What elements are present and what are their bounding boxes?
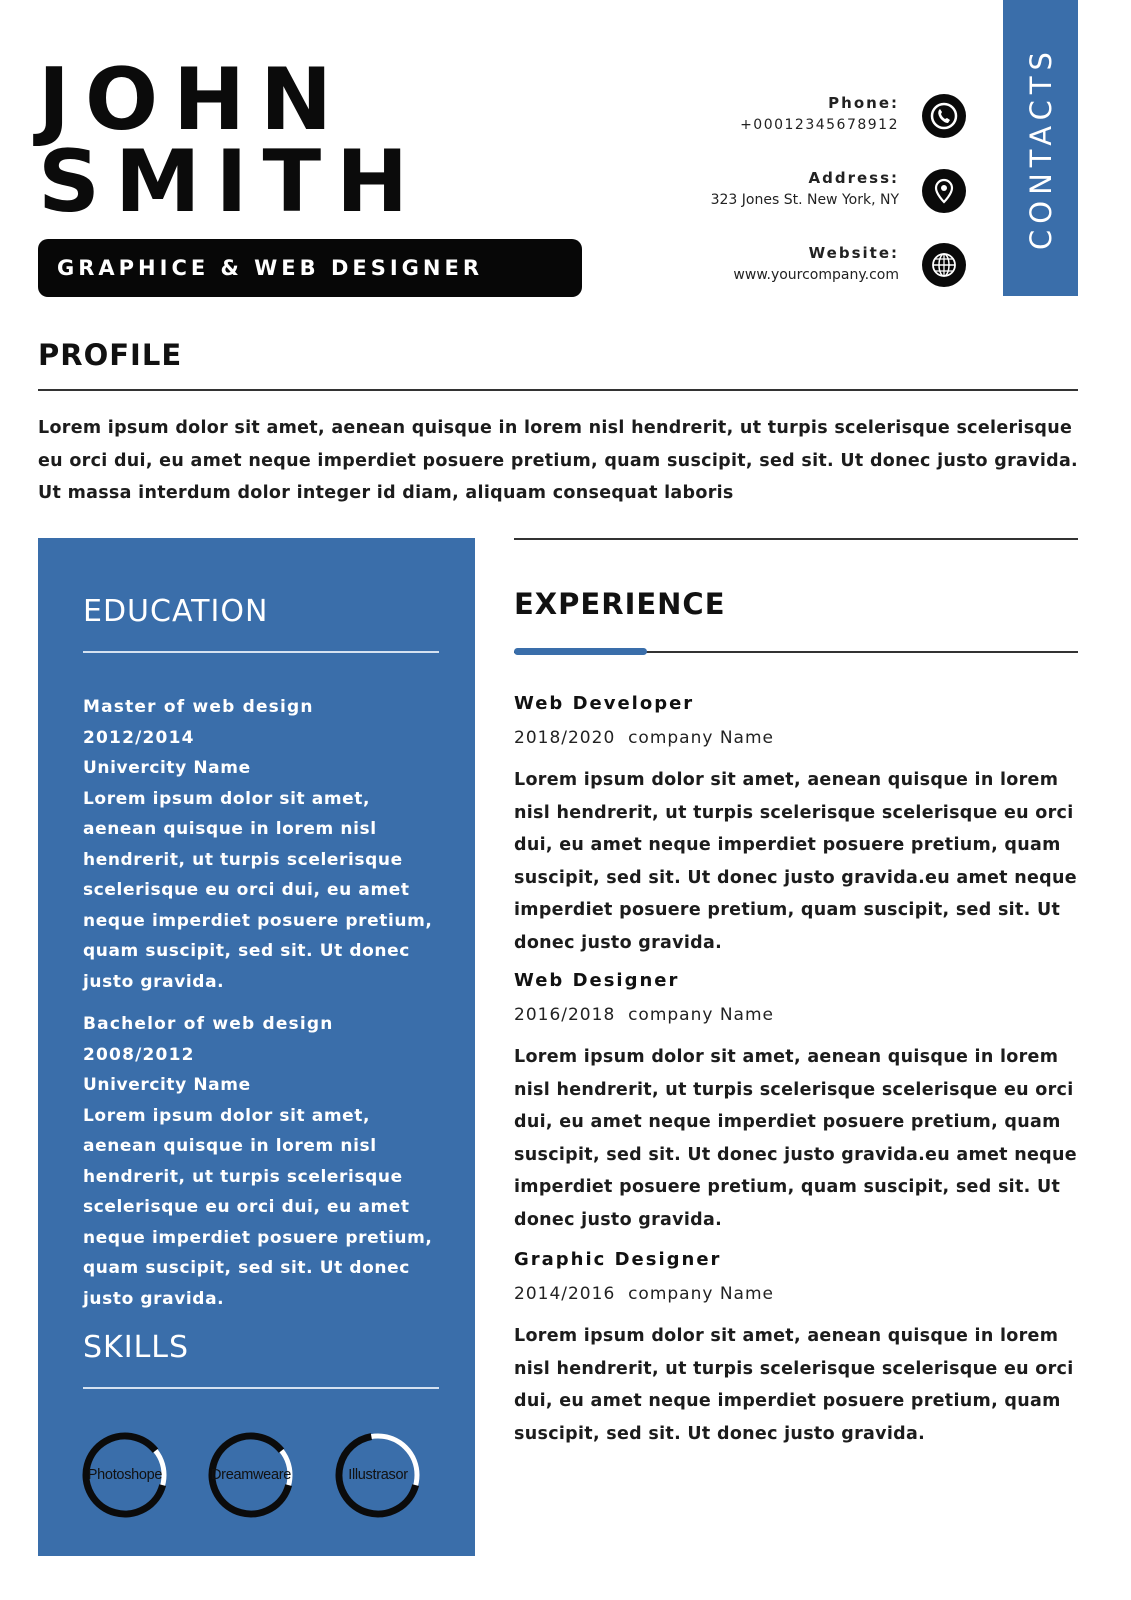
skill-ring	[206, 1430, 296, 1520]
contacts-sidebar	[1003, 0, 1078, 296]
profile-text: Lorem ipsum dolor sit amet, aenean quisque in lorem nisl hendrerit, ut turpis scelerisque scelerisque eu orci dui, eu amet neque imperdiet posuere pretium, quam suscipit, sed sit. Ut donec justo gravida. Ut massa interdum dolor integer id diam, aliquam consequat laboris	[38, 418, 1079, 503]
education-degree: Master of web design	[83, 697, 314, 717]
profile-divider	[38, 389, 1078, 391]
skill-label: Photoshope	[87, 1467, 163, 1483]
experience-entry	[514, 1248, 1084, 1450]
job-meta	[514, 1282, 1084, 1306]
job-title: Web Designer	[514, 970, 680, 991]
education-entry	[83, 692, 433, 997]
education-school: Univercity Name	[83, 1075, 251, 1095]
skill-ring	[80, 1430, 170, 1520]
profile-title: PROFILE	[38, 338, 183, 372]
experience-accent-bar	[514, 648, 647, 655]
job-role-text: GRAPHICE & WEB DESIGNER	[57, 256, 484, 280]
phone-label: Phone:	[828, 94, 899, 112]
experience-entry	[514, 969, 1084, 1236]
skill-ring	[333, 1430, 423, 1520]
education-description: Lorem ipsum dolor sit amet, aenean quisque in lorem nisl hendrerit, ut turpis scelerisque scelerisque eu orci dui, eu amet neque imperdiet posuere pretium, quam suscipit, sed sit. Ut donec justo gravida.	[83, 1105, 433, 1309]
experience-title: EXPERIENCE	[514, 587, 726, 621]
phone-icon	[922, 94, 966, 138]
address-value: 323 Jones St. New York, NY	[710, 192, 899, 208]
skill-label: Dreamweare	[211, 1467, 291, 1483]
job-meta	[514, 1003, 1084, 1027]
skill-label: Illustrasor	[348, 1467, 408, 1483]
education-divider	[83, 651, 439, 653]
job-years: 2018/2020	[514, 728, 616, 748]
skills-title: SKILLS	[83, 1330, 190, 1365]
first-name: JOHN	[38, 50, 348, 150]
job-description: Lorem ipsum dolor sit amet, aenean quisque in lorem nisl hendrerit, ut turpis scelerisque scelerisque eu orci dui, eu amet neque imperdiet posuere pretium, quam suscipit, sed sit. Ut donec justo gravida.eu amet neque imperdiet posuere pretium, quam suscipit, sed sit. Ut donec justo gravida.	[514, 1047, 1077, 1230]
job-company: company Name	[628, 728, 774, 748]
job-description: Lorem ipsum dolor sit amet, aenean quisque in lorem nisl hendrerit, ut turpis scelerisque scelerisque eu orci dui, eu amet neque imperdiet posuere pretium, quam suscipit, sed sit. Ut donec justo gravida.eu amet neque imperdiet posuere pretium, quam suscipit, sed sit. Ut donec justo gravida.	[514, 770, 1077, 953]
job-title: Graphic Designer	[514, 1249, 722, 1270]
website-label: Website:	[808, 244, 899, 262]
experience-top-divider	[514, 538, 1078, 540]
website-value: www.yourcompany.com	[733, 267, 899, 283]
education-years: 2012/2014	[83, 727, 195, 748]
phone-value: +00012345678912	[740, 117, 899, 133]
job-company: company Name	[628, 1284, 774, 1304]
education-entry	[83, 1009, 433, 1314]
job-title: Web Developer	[514, 693, 695, 714]
education-title: EDUCATION	[83, 594, 269, 629]
skills-divider	[83, 1387, 439, 1389]
job-meta	[514, 726, 1084, 750]
education-description: Lorem ipsum dolor sit amet, aenean quisque in lorem nisl hendrerit, ut turpis scelerisque scelerisque eu orci dui, eu amet neque imperdiet posuere pretium, quam suscipit, sed sit. Ut donec justo gravida.	[83, 788, 433, 992]
education-years: 2008/2012	[83, 1044, 195, 1065]
job-description: Lorem ipsum dolor sit amet, aenean quisque in lorem nisl hendrerit, ut turpis scelerisque scelerisque eu orci dui, eu amet neque imperdiet posuere pretium, quam suscipit, sed sit. Ut donec justo gravida.	[514, 1326, 1074, 1444]
last-name: SMITH	[38, 132, 424, 232]
job-years: 2016/2018	[514, 1005, 616, 1025]
education-degree: Bachelor of web design	[83, 1014, 334, 1034]
contacts-title: CONTACTS	[1023, 46, 1058, 250]
job-company: company Name	[628, 1005, 774, 1025]
location-pin-icon	[922, 169, 966, 213]
education-school: Univercity Name	[83, 758, 251, 778]
address-label: Address:	[808, 169, 899, 187]
experience-entry	[514, 692, 1084, 959]
globe-icon	[922, 243, 966, 287]
job-role-badge	[38, 239, 582, 297]
job-years: 2014/2016	[514, 1284, 616, 1304]
